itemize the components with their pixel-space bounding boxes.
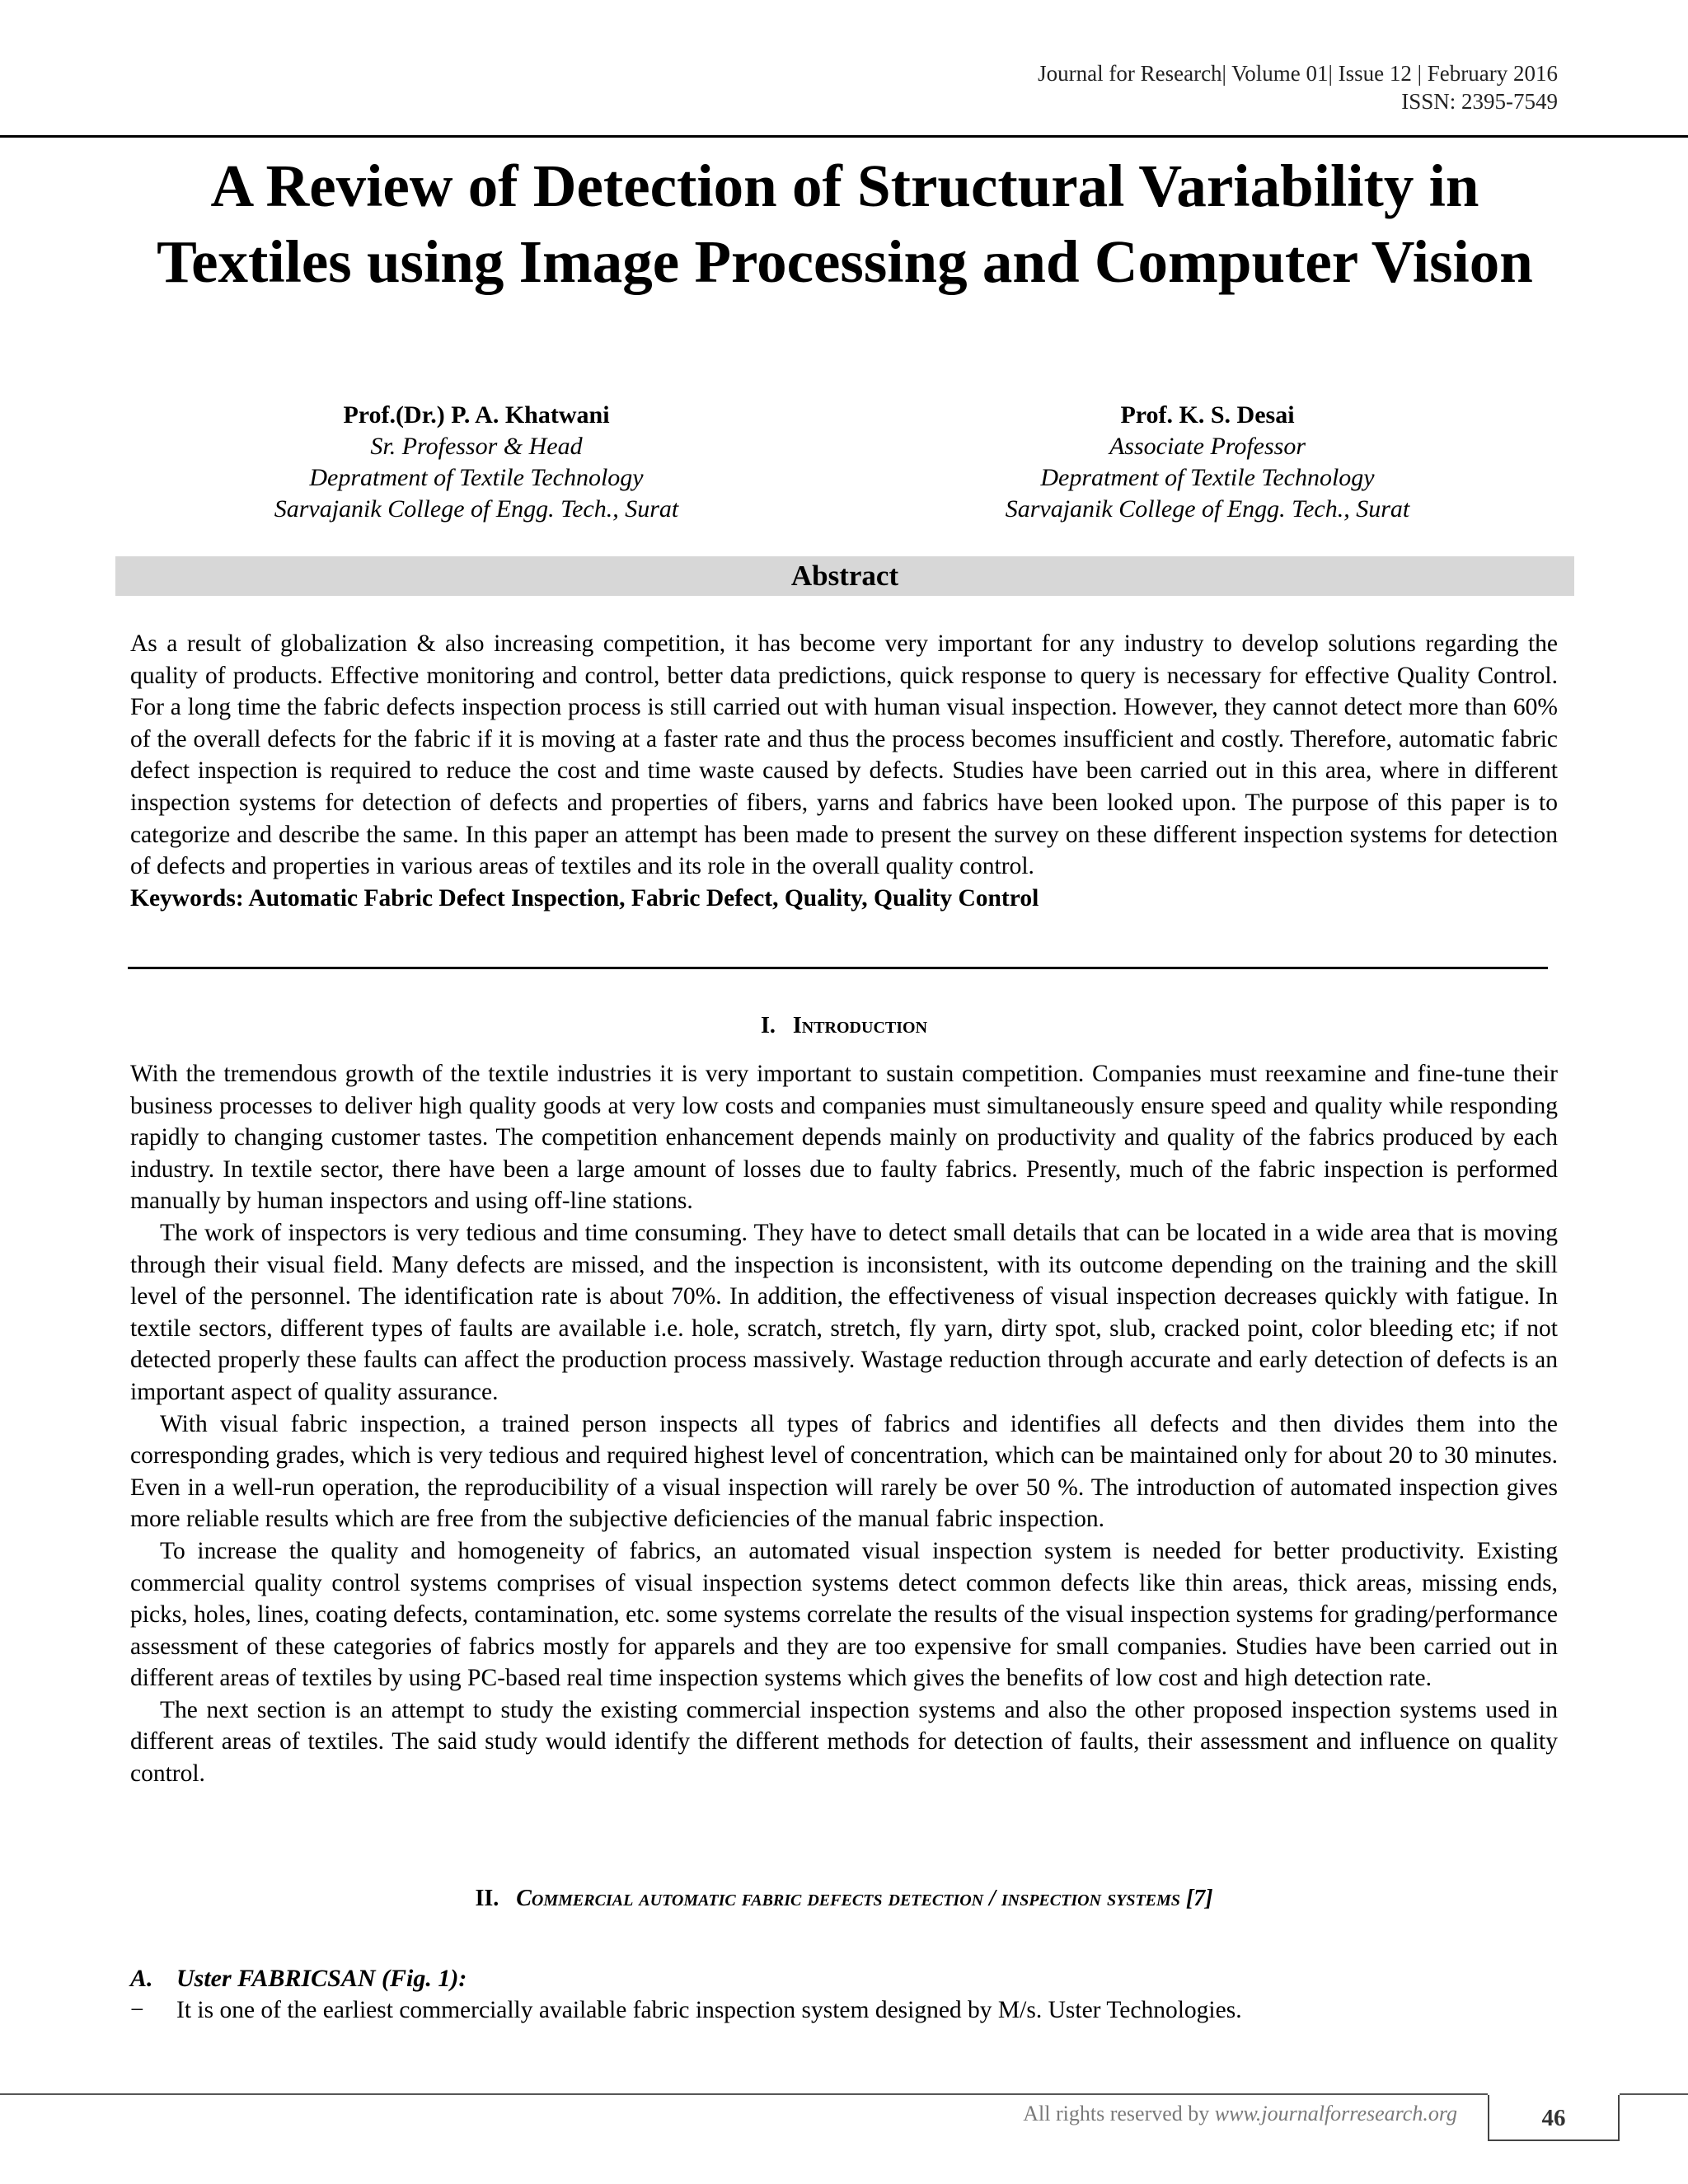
paragraph: With the tremendous growth of the textile industries it is very important to sustain competition. Companies must reexamine and fine-tune their business processes to deliver high quality goods at very low costs and companies must simultaneously ensure speed and quality while responding rapidly to changing customer tastes. The competition enhancement depends mainly on productivity and quality of the fabrics produced by each industry. In textile sector, there have been a large amount of losses due to faulty fabrics. Presently, much of the fabric inspection is performed manually by human inspectors and using off-line stations. — [130, 1061, 1558, 1215]
section-number: I. — [760, 1013, 776, 1038]
introduction-body — [130, 1058, 1558, 1790]
journal-line: Journal for Research| Volume 01| Issue 12 | February 2016 — [1038, 61, 1558, 86]
author-department: Depratment of Textile Technology — [1040, 464, 1375, 491]
subsection-heading — [130, 1963, 467, 1994]
author-department: Depratment of Textile Technology — [309, 464, 644, 491]
paragraph: With visual fabric inspection, a trained person inspects all types of fabrics and identifies all defects and then divides them into the corresponding grades, which is very tedious and required highest level of concentration, which can be maintained only for about 20 to 30 minutes. Even in a well-run operation, the reproducibility of a visual inspection will rarely be over 50 %. The introduction of automated inspection gives more reliable results which are free from the subjective deficiencies of the manual fabric inspection. — [130, 1410, 1558, 1533]
author-block-2 — [894, 400, 1521, 525]
author-name: Prof. K. S. Desai — [1120, 401, 1295, 429]
bullet-marker: − — [130, 1997, 144, 2023]
author-institution: Sarvajanik College of Engg. Tech., Surat — [1005, 495, 1410, 523]
footer-rule — [0, 2093, 1488, 2095]
section-heading-commercial — [130, 1883, 1558, 1915]
author-institution: Sarvajanik College of Engg. Tech., Surat — [274, 495, 679, 523]
header-rule — [0, 135, 1688, 138]
section-title: Commercial automatic fabric defects detection / inspection systems [7] — [516, 1886, 1213, 1911]
rights-text: All rights reserved by — [1023, 2102, 1210, 2125]
author-position: Sr. Professor & Head — [370, 433, 583, 460]
paragraph: The work of inspectors is very tedious and time consuming. They have to detect small details that can be located in a wide area that is moving through their visual field. Many defects are missed, and the inspection is inconsistent, with its outcome depending on the training and the skill level of the personnel. The identification rate is about 70%. In addition, the effectiveness of visual inspection decreases quickly with fatigue. In textile sectors, different types of faults are available i.e. hole, scratch, stretch, fly yarn, dirty spot, slub, cracked point, color bleeding etc; if not detected properly these faults can affect the production process massively. Wastage reduction through accurate and early detection of defects is an important aspect of quality assurance. — [130, 1219, 1558, 1405]
subsection-label: A. — [130, 1965, 153, 1992]
issn-line: ISSN: 2395-7549 — [1401, 89, 1558, 114]
footer-rights — [1023, 2100, 1457, 2128]
author-name: Prof.(Dr.) P. A. Khatwani — [343, 401, 610, 429]
keywords: Keywords: Automatic Fabric Defect Inspection, Fabric Defect, Quality, Quality Control — [130, 884, 1039, 912]
abstract-heading: Abstract — [115, 556, 1574, 596]
subsection-title: Uster FABRICSAN (Fig. 1): — [176, 1965, 467, 1992]
list-item — [130, 1994, 1558, 2026]
footer-url[interactable]: www.journalforresearch.org — [1214, 2102, 1457, 2125]
section-number: II. — [475, 1886, 499, 1911]
footer-rule-right — [1620, 2093, 1688, 2095]
section-heading-introduction — [130, 1010, 1558, 1042]
abstract-text: As a result of globalization & also increasing competition, it has become very important for any industry to develop solutions regarding the quality of products. Effective monitoring and control, better data predictions, quick response to query is necessary for effective Quality Control. For a long time the fabric defects inspection process is still carried out with human visual inspection. However, they cannot detect more than 60% of the overall defects for the fabric if it is moving at a faster rate and thus the process becomes insufficient and costly. Therefore, automatic fabric defect inspection is required to reduce the cost and time waste caused by defects. Studies have been carried out in this area, where in different inspection systems for detection of defects and properties of fibers, yarns and fabrics have been looked upon. The purpose of this paper is to categorize and describe the same. In this paper an attempt has been made to present the survey on these different inspection systems for detection of defects and properties in various areas of textiles and its role in the overall quality control. — [130, 630, 1558, 880]
author-block-1 — [163, 400, 790, 525]
section-title: Introduction — [792, 1013, 928, 1038]
journal-info — [1038, 59, 1558, 115]
bullet-text: It is one of the earliest commercially available fabric inspection system designed by M/s. Uster Technologies. — [176, 1997, 1242, 2023]
abstract-body — [130, 628, 1558, 914]
page-number: 46 — [1488, 2095, 1620, 2141]
paragraph: To increase the quality and homogeneity of fabrics, an automated visual inspection system is needed for better productivity. Existing commercial quality control systems comprises of visual inspection systems detect common defects like thin areas, thick areas, missing ends, picks, holes, lines, coating defects, contamination, etc. some systems correlate the results of the visual inspection systems for grading/performance assessment of these categories of fabrics mostly for apparels and they are too expensive for small companies. Studies have been carried out in different areas of textiles by using PC-based real time inspection systems which gives the benefits of low cost and high detection rate. — [130, 1537, 1558, 1692]
abstract-rule — [128, 967, 1548, 969]
author-position: Associate Professor — [1109, 433, 1306, 460]
paragraph: The next section is an attempt to study the existing commercial inspection systems and also the other proposed inspection systems used in different areas of textiles. The said study would identify the different methods for detection of faults, their assessment and influence on quality control. — [130, 1696, 1558, 1788]
paper-title: A Review of Detection of Structural Variability in Textiles using Image Processing and Computer Vision — [157, 152, 1533, 295]
